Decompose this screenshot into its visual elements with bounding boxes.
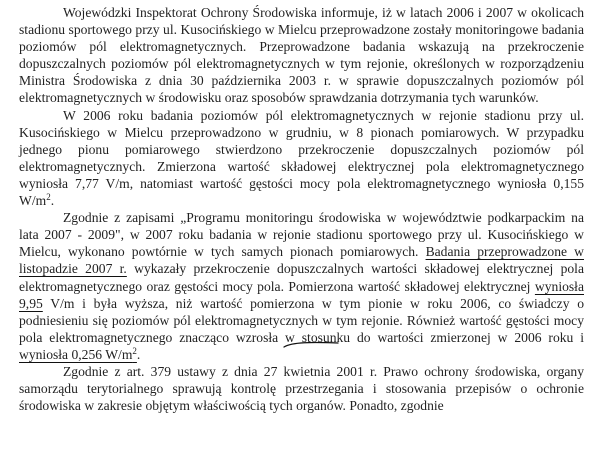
superscript-exponent: 2 (46, 192, 51, 203)
paragraph-2007-text-part2: wykazały przekroczenie dopuszczalnych wartości składowej elektrycznej pola elektromagnetycznego oraz gęstości mocy pola. Pomierzona wartość składowej elektrycznej (19, 261, 584, 294)
paragraph-2006-text: W 2006 roku badania poziomów pól elektromagnetycznych w rejonie stadionu przy ul. Kusocińskiego w Mielcu przeprowadzono w grudniu, w 8 pionach pomiarowych. W przypadku jednego pionu pomiarowego stwierdzono przekroczenie dopuszczalnych poziomów pól elektromagnetycznych. Zmierzona wartość składowej elektrycznej pola elektromagnetycznego wyniosła 7,77 V/m, natomiast wartość gęstości mocy pola elektromagnetycznego wyniosła 0,155 W/m (19, 107, 584, 209)
superscript-exponent: 2 (132, 345, 137, 356)
paragraph-2007-text-part3: V/m i była wyższa, niż wartość pomierzona w tym pionie w roku 2006, co świadczy o podniesieniu się poziomów pól elektromagnetycznych w tym rejonie. Również wartość gęstości mocy pola elektromagnetycznego znacząco wzrosła w stosunku do wartości zmierzonej w 2006 roku i (19, 295, 584, 345)
sentence-end: . (136, 346, 141, 362)
handwritten-underline-power-density (19, 347, 137, 362)
paragraph-intro (19, 4, 584, 107)
paragraph-intro-text: Wojewódzki Inspektorat Ochrony Środowiska informuje, iż w latach 2006 i 2007 w okolicach stadionu sportowego przy ul. Kusocińskiego w Mielcu przeprowadzone zostały monitoringowe badania poziomów pól elektromagnetycznych. Przeprowadzone badania wskazują na przekroczenie dopuszczalnych poziomów pól elektromagnetycznych w tym rejonie, określonych w rozporządzeniu Ministra Środowiska z dnia 30 października 2003 r. w sprawie dopuszczalnych poziomów pól elektromagnetycznych w środowisku oraz sposobów sprawdzania dotrzymania tych warunków. (19, 5, 584, 106)
paragraph-2006-measurements (19, 107, 584, 210)
power-density-value: wyniosła 0,256 W/m (19, 346, 133, 362)
handwritten-underline-field-value: wyniosła 9,95 (19, 278, 584, 311)
paragraph-2007-measurements (19, 209, 584, 363)
sentence-end: . (50, 193, 55, 209)
paragraph-legal-basis (19, 363, 584, 414)
paragraph-2007-text-part1: Zgodnie z zapisami „Programu monitoringu środowiska w województwie podkarpackim na lata 2007 - 2009", w 2007 roku badania w rejonie stadionu sportowego przy ul. Kusocińskiego w Mielcu, wykonano powtórnie w tych samych pionach pomiarowych. (19, 210, 584, 260)
handwritten-underline-date: Badania przeprowadzone w listopadzie 2007 r. (19, 244, 584, 277)
paragraph-legal-text: Zgodnie z art. 379 ustawy z dnia 27 kwietnia 2001 r. Prawo ochrony środowiska, organy samorządu terytorialnego sprawują kontrolę przestrzegania i stosowania przepisów o ochronie środowiska w zakresie objętym właściwością tych organów. Ponadto, zgodnie (19, 363, 584, 414)
